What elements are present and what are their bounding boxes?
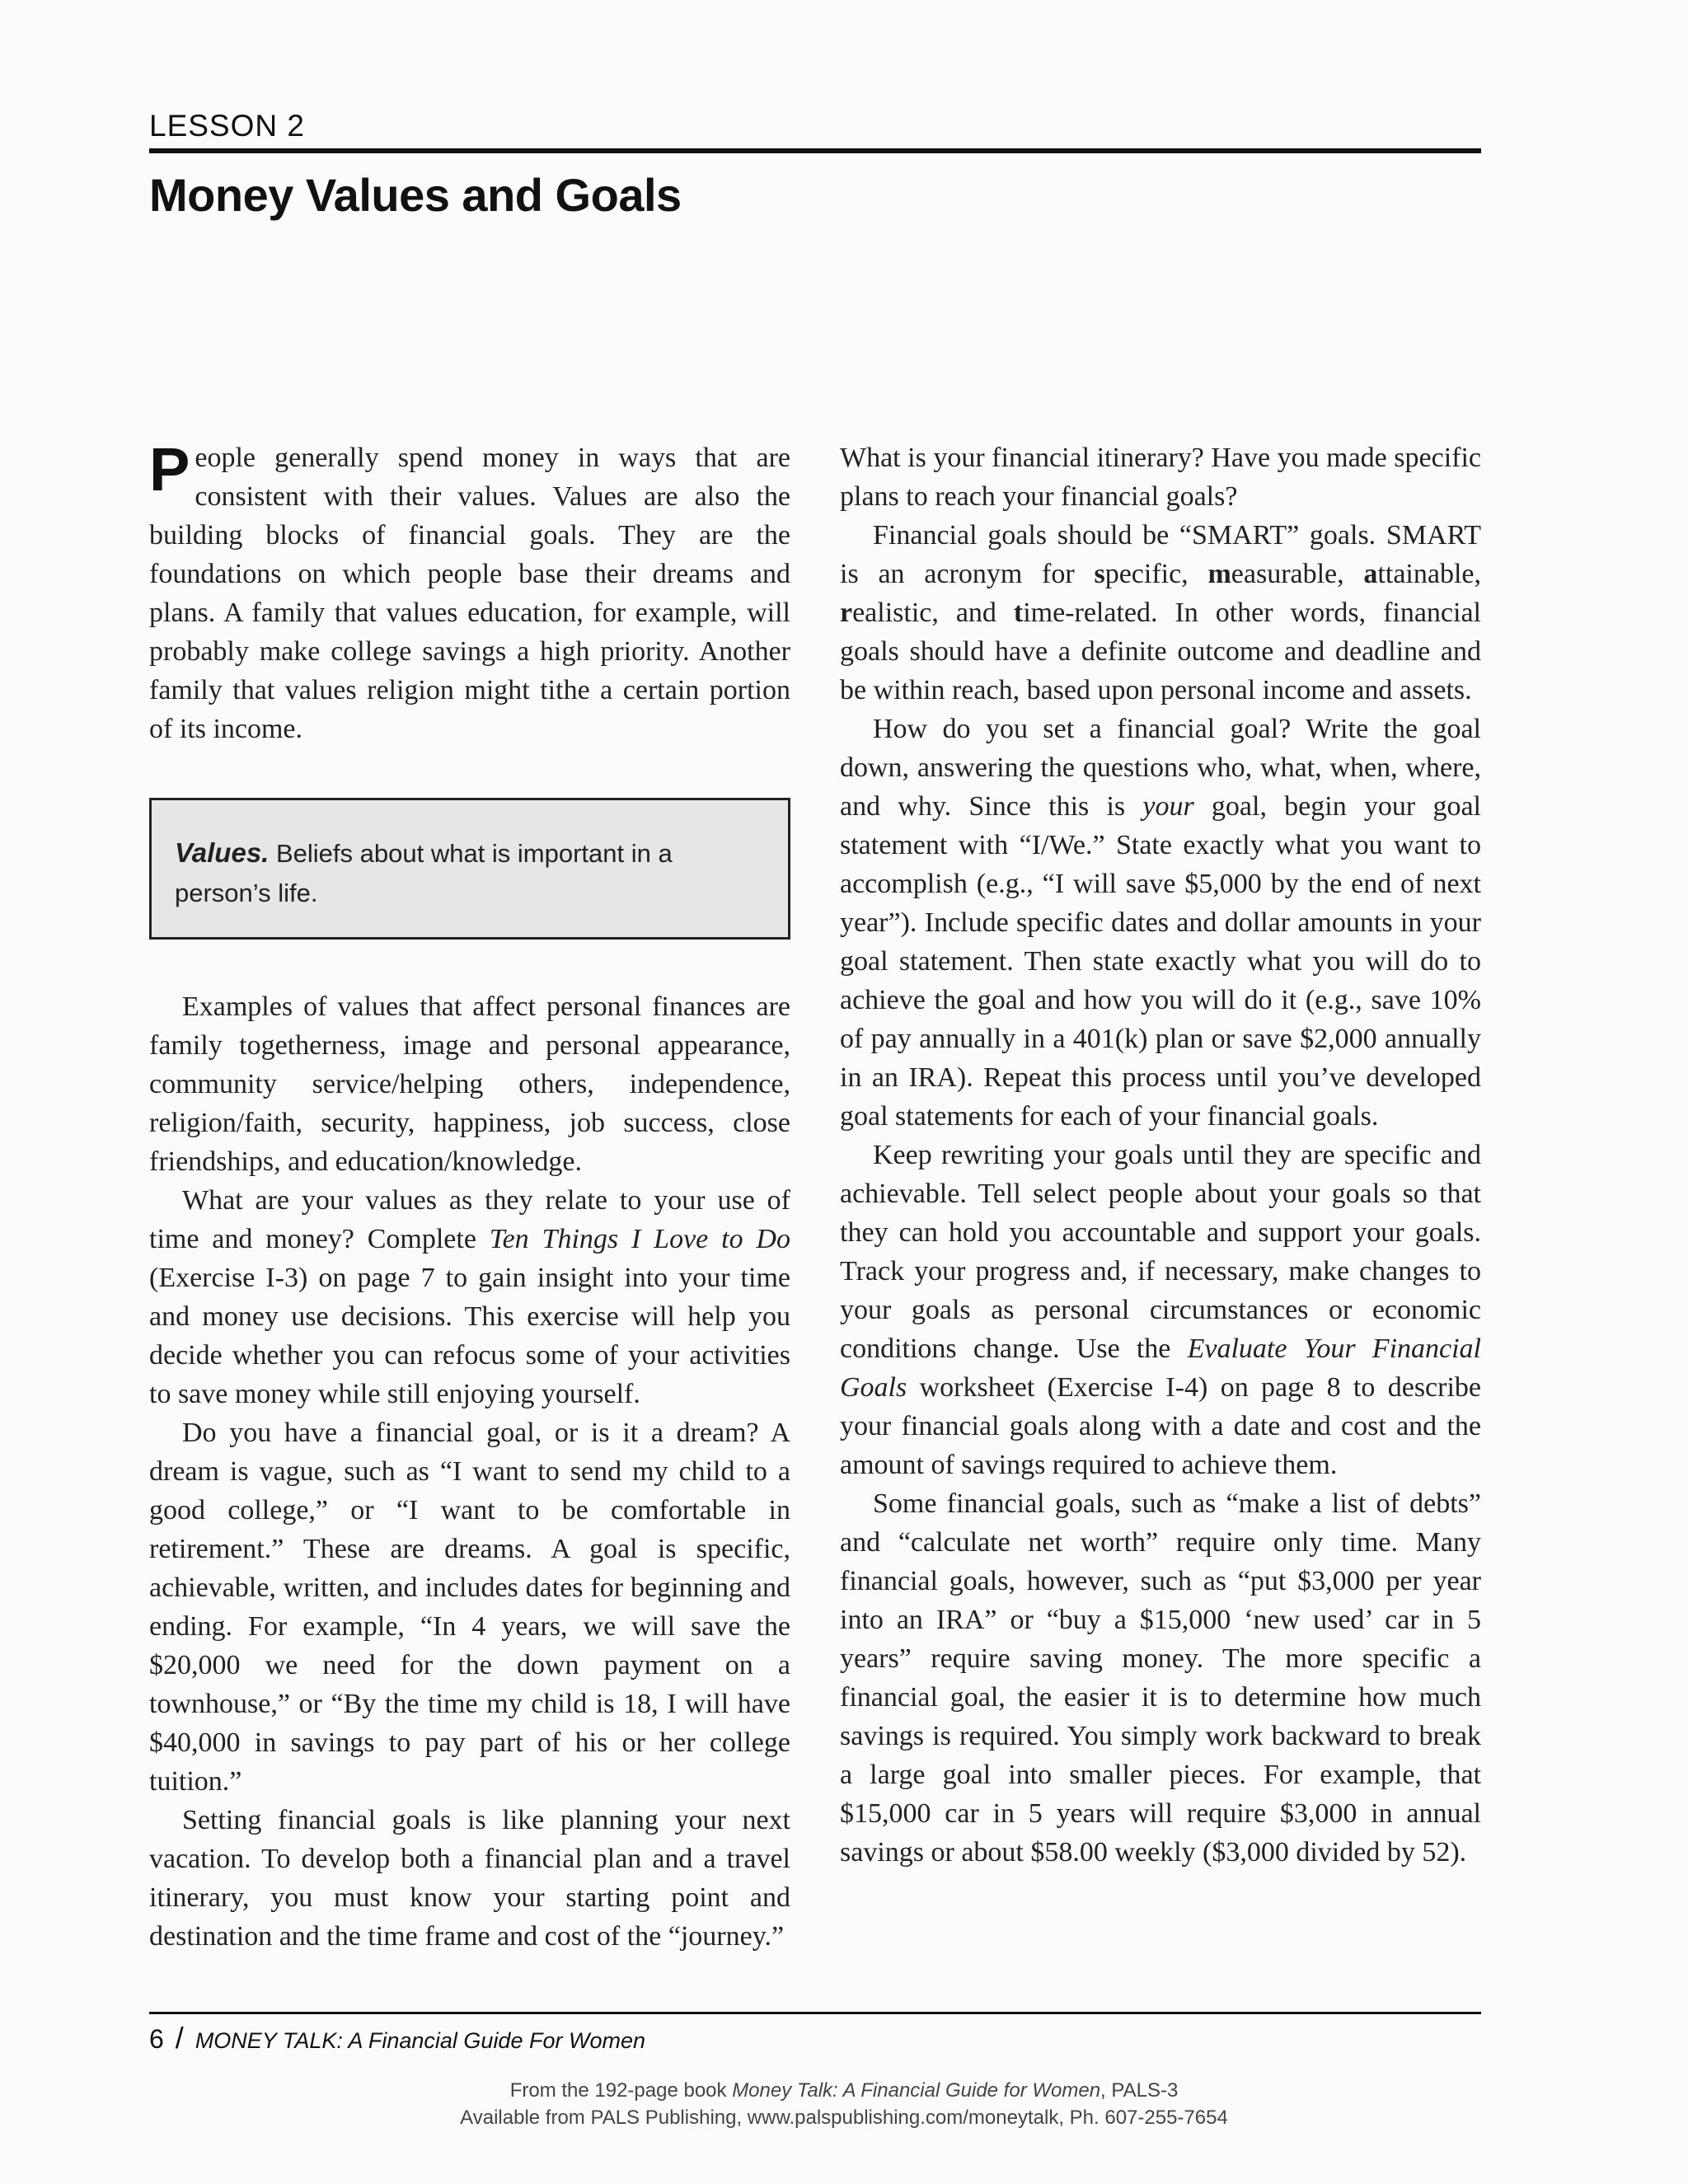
running-footer [149,2021,645,2055]
text: Financial goals should be “SMART” goals. SMART is an acronym for [840,520,1481,589]
exercise-title: Ten Things I Love to Do [489,1224,790,1254]
lesson-label: LESSON 2 [149,109,305,143]
paragraph-smart [840,516,1481,710]
text: From the 192-page book [509,2079,733,2102]
text: ime-related. In other words, financial goals should have a definite outcome and deadline and be within reach, based upon personal income and assets. [840,598,1481,705]
left-column [149,435,790,1956]
paragraph-values-examples: Examples of values that affect personal finances are family togetherness, image and personal appearance, community service/helping others, independence, religion/faith, security, happiness, job success, close friendships, and education/knowledge. [149,991,790,1177]
paragraph-vacation: Setting financial goals is like planning your next vacation. To develop both a financial plan and a travel itinerary, you must know your starting point and destination and the time frame and cost of the “journey.” [149,1805,790,1952]
text: Keep rewriting your goals until they are specific and achievable. Tell select people about your goals so that they can hold you accountable and support your goals. Track your progress and, if necessary, make changes to your goals as personal circumstances or economic conditions change. Use the [840,1140,1481,1364]
text: ealistic, and [852,598,1014,628]
smart-letter: m [1207,559,1231,589]
text: easurable, [1231,559,1364,589]
paragraph-set-goal [840,710,1481,1136]
page-number: 6 [149,2024,164,2054]
text: How do you set a financial goal? Write the goal down, answering the questions who, what, when, where, and why. Since this is [840,714,1481,822]
drop-cap: P [149,435,190,504]
paragraph-values-question [149,1181,790,1413]
text: What are your values as they relate to your use of time and money? Complete [149,1185,790,1254]
paragraph-goal-or-dream: Do you have a financial goal, or is it a dream? A dream is vague, such as “I want to send my child to a good college,” or “I want to be comfortable in retirement.” These are dreams. A goal is specific, achievable, written, and includes dates for beginning and ending. For example, “In 4 years, we will save the $20,000 we need for the down payment on a townhouse,” or “By the time my child is 18, I will have $40,000 in savings to pay part of his or her college tuition.” [149,1418,790,1797]
right-column [840,438,1481,1872]
credit-line-2: Available from PALS Publishing, www.palspublishing.com/moneytalk, Ph. 607-255-7654 [460,2107,1228,2129]
text: (Exercise I-3) on page 7 to gain insight into your time and money use decisions. This exercise will help you decide whether you can refocus some of your activities to save money while still enjoying yourself. [149,1263,790,1409]
emphasis: your [1142,791,1194,822]
book-title: MONEY TALK: A Financial Guide For Women [195,2028,645,2053]
credit-book-title: Money Talk: A Financial Guide for Women [732,2079,1101,2102]
paragraph-rewrite-goals [840,1136,1481,1484]
paragraph-savings-example: Some financial goals, such as “make a list of debts” and “calculate net worth” require only time. Many financial goals, however, such as “put $3,000 per year into an IRA” or “buy a $15,000 ‘new used’ car in 5 years” require saving money. The more specific a financial goal, the easier it is to determine how much savings is required. You simply work backward to break a large goal into smaller pieces. For example, that $15,000 car in 5 years will require $3,000 in annual savings or about $58.00 weekly ($3,000 divided by 52). [840,1488,1481,1868]
smart-letter: t [1013,598,1024,628]
page-title: Money Values and Goals [149,169,682,221]
text: ttainable, [1377,559,1481,589]
footer-separator: / [175,2021,184,2055]
paragraph-itinerary: What is your financial itinerary? Have you made specific plans to reach your financial goals? [840,443,1481,512]
footer-rule [149,2012,1481,2014]
smart-letter: a [1363,559,1378,589]
smart-letter: r [840,598,853,628]
worksheet-title: Evaluate Your Financial Goals [840,1333,1481,1403]
header-rule [149,148,1481,153]
smart-letter: s [1094,559,1105,589]
intro-text: eople generally spend money in ways that are consistent with their values. Values are also the building blocks of financial goals. They are the foundations on which people base their dreams and plans. A family that values education, for example, will probably make college savings a high priority. Another family that values religion might tithe a certain portion of its income. [149,443,790,744]
text: goal, begin your goal statement with “I/We.” State exactly what you want to accomplish (e.g., “I will save $5,000 by the end of next year”). Include specific dates and dollar amounts in your goal statement. Then state exactly what you will do to achieve the goal and how you will do it (e.g., save 10% of pay annually in a 401(k) plan or save $2,000 annually in an IRA). Repeat this process until you’ve developed goal statements for each of your financial goals. [840,791,1482,1132]
credit-line-1 [0,2077,1688,2104]
text: worksheet (Exercise I-4) on page 8 to describe your financial goals along with a date and cost and the amount of savings required to achieve them. [840,1372,1481,1480]
text: , PALS-3 [1100,2079,1179,2102]
text: pecific, [1104,559,1208,589]
definition-box [149,798,790,940]
intro-paragraph [149,435,790,748]
definition-text: Beliefs about what is important in a person’s life. [175,839,673,907]
definition-term: Values. [175,837,270,868]
